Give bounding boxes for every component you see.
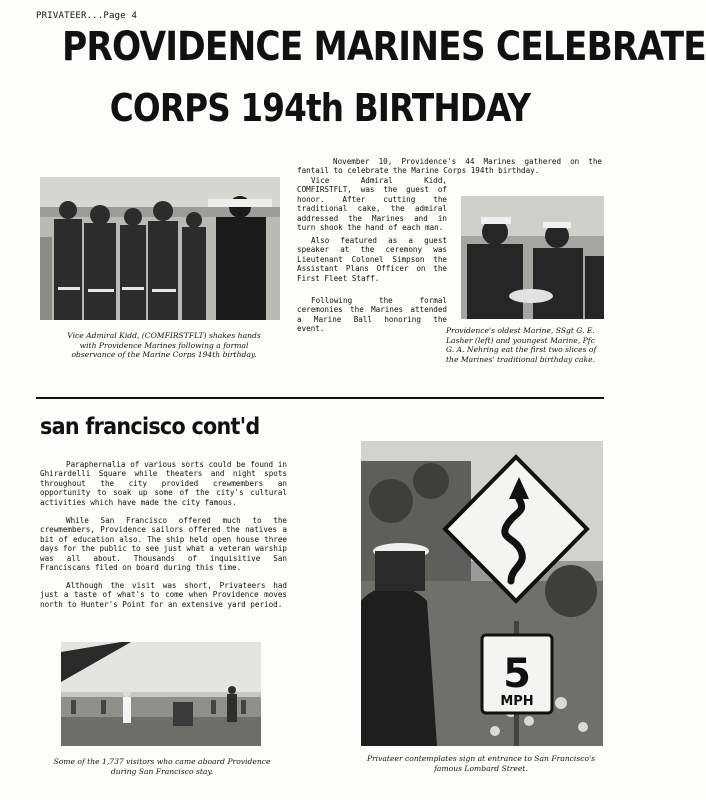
marines-article-p4: Following the formal ceremonies the Marines attended a Marine Ball honoring the event. bbox=[297, 296, 447, 334]
caption-visitors: Some of the 1,737 visitors who came aboard Providence during San Francisco stay. bbox=[53, 757, 271, 776]
photo-visitors-on-deck bbox=[61, 642, 261, 746]
marines-article-p3: Also featured as a guest speaker at the ceremony was Lieutenant Colonel Simpson the Assistant Plans Officer on the First Fleet Staff. bbox=[297, 236, 447, 283]
section-divider bbox=[36, 397, 604, 399]
caption-birthday-cake: Providence's oldest Marine, SSgt G. E. Lasher (left) and youngest Marine, Pfc G. A. Nehring eat the first two slices of the Marines' traditional birthday cake. bbox=[446, 326, 597, 364]
sf-article-title: san francisco cont'd bbox=[40, 414, 260, 440]
photo-birthday-cake bbox=[461, 196, 604, 319]
speed-limit-value: 5 bbox=[503, 651, 531, 697]
caption-admiral-kidd: Vice Admiral Kidd, (COMFIRSTFLT) shakes hands with Providence Marines following a formal observance of the Marine Corps 194th birthday. bbox=[67, 331, 261, 360]
marines-article-intro: November 10, Providence's 44 Marines gathered on the fantail to celebrate the Marine Corps 194th birthday. bbox=[297, 157, 602, 176]
photo-lombard-street-sign bbox=[361, 441, 603, 746]
sf-article-p2: While San Francisco offered much to the crewmembers, Providence sailors offered the natives a bit of education also. The ship held open house three days for the public to see just what a veteran warship was all about. Thousands of inquisitive San Franciscans filed on board during this time. bbox=[40, 516, 287, 573]
page-header: PRIVATEER...Page 4 bbox=[36, 11, 138, 21]
caption-lombard-street: Privateer contemplates sign at entrance to San Francisco's famous Lombard Street. bbox=[366, 754, 596, 773]
photo-admiral-kidd-marines bbox=[40, 177, 280, 320]
headline-line-2: CORPS 194th BIRTHDAY bbox=[109, 86, 531, 130]
sf-article-p1: Paraphernalia of various sorts could be found in Ghirardelli Square while theaters and night spots throughout the city provided crewmembers an opportunity to soak up some of the city's cultural activities which have made the city famous. bbox=[40, 460, 287, 507]
marines-article-p2: Vice Admiral Kidd, COMFIRSTFLT, was the guest of honor. After cutting the traditional cake, the admiral addressed the Marines and in turn shook the hand of each man. bbox=[297, 176, 447, 233]
speed-limit-unit: MPH bbox=[500, 694, 534, 709]
headline-line-1: PROVIDENCE MARINES CELEBRATE bbox=[62, 24, 706, 70]
sf-article-p3: Although the visit was short, Privateers had just a taste of what's to come when Providence moves north to Hunter's Point for an extensive yard period. bbox=[40, 581, 287, 609]
